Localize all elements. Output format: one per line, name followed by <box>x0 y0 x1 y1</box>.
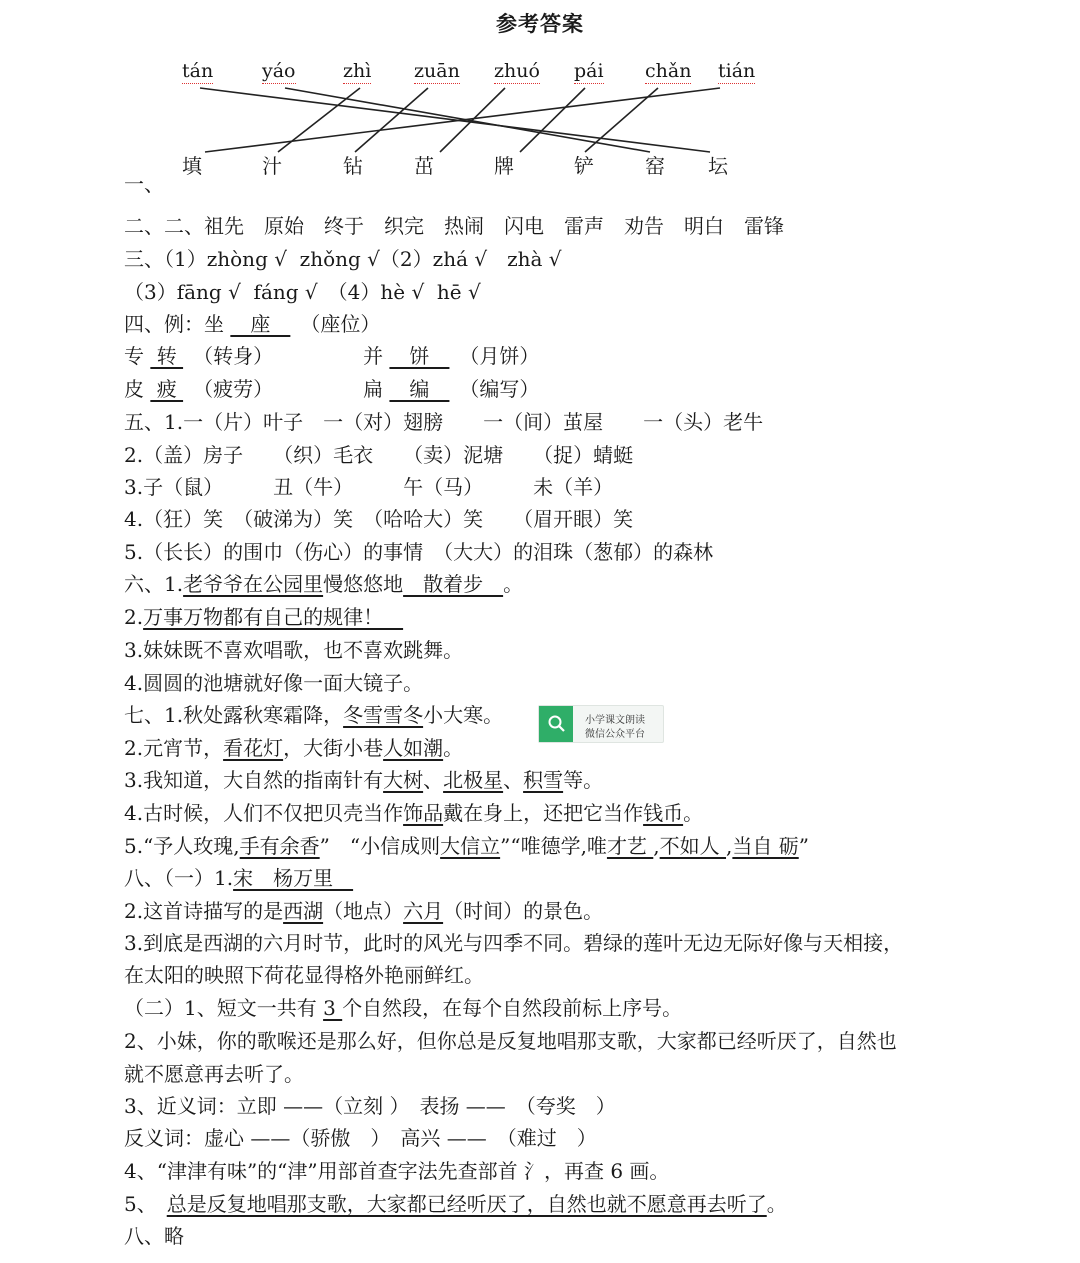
answer-text: 四、例：坐 <box>124 312 231 336</box>
answer-blank: 六月 <box>403 899 444 923</box>
answer-text: ” “小信成则 <box>319 834 441 858</box>
character-item: 填 <box>182 154 202 178</box>
answer-line <box>124 375 539 403</box>
answer-blank: 散着步 <box>403 572 504 596</box>
answer-text: 七、1.秋处露秋寒霜降， <box>124 703 344 727</box>
answer-line <box>124 342 539 370</box>
answer-text: （座位） <box>290 312 381 336</box>
answer-text: 4.圆圆的池塘就好像一面大镜子。 <box>124 671 424 695</box>
answer-text: 3.我知道，大自然的指南针有 <box>124 768 384 792</box>
search-icon <box>539 706 573 742</box>
answer-text: 在太阳的映照下荷花显得格外艳丽鲜红。 <box>124 963 484 987</box>
answer-text: （编写） <box>449 377 540 401</box>
answer-text: （时间）的景色。 <box>443 899 604 923</box>
answer-text: 。 <box>683 801 704 825</box>
answer-line <box>124 245 562 273</box>
answer-blank: 钱币 <box>643 801 684 825</box>
answer-text: 5、 <box>124 1192 167 1216</box>
answer-line <box>124 603 403 631</box>
answer-line <box>124 897 603 925</box>
answer-blank: 3 <box>323 996 343 1020</box>
answer-text: 戴在身上，还把它当作 <box>443 801 644 825</box>
answer-text: （地点） <box>323 899 404 923</box>
answer-line <box>124 505 633 533</box>
answer-blank: 老爷爷在公园里 <box>183 572 324 596</box>
pinyin-item: yáo <box>262 60 296 82</box>
answer-line <box>124 1190 787 1218</box>
answer-line <box>124 1124 597 1152</box>
answer-line <box>124 538 713 566</box>
match-line <box>520 88 585 152</box>
answer-text: 4.古时候，人们不仅把贝壳当作 <box>124 801 404 825</box>
answer-text: ”“唯德学,唯 <box>500 834 607 858</box>
answer-line <box>124 961 484 989</box>
answer-blank: 手有余香 <box>239 834 320 858</box>
answer-blank: 宋 杨万里 <box>233 866 354 890</box>
pinyin-item: tán <box>182 60 214 82</box>
answer-text: 三、（1）zhòng √ zhǒng √（2）zhá √ zhà √ <box>124 247 562 271</box>
section-label: 一、 <box>124 172 164 196</box>
character-item: 铲 <box>574 154 594 178</box>
answer-line <box>124 473 613 501</box>
character-item: 窑 <box>645 154 665 178</box>
answer-text: 2.这首诗描写的是 <box>124 899 284 923</box>
answer-text: 八、略 <box>124 1224 184 1248</box>
answer-text: （转身） 并 <box>183 344 390 368</box>
answer-line <box>124 994 682 1022</box>
answer-line <box>124 701 503 729</box>
answer-line <box>124 799 703 827</box>
answer-text: 小大寒。 <box>423 703 504 727</box>
answer-line <box>124 832 809 860</box>
answer-text: 。 <box>766 1192 787 1216</box>
answer-line <box>124 929 903 957</box>
pinyin-item: zhuó <box>494 60 540 82</box>
answer-blank: 不如人 <box>659 834 727 858</box>
answer-text: , <box>653 834 660 858</box>
pinyin-item: chǎn <box>645 60 692 82</box>
pinyin-item: zuān <box>414 60 460 82</box>
answer-text: （疲劳） 扁 <box>183 377 390 401</box>
answer-text: （3）fāng √ fáng √ （4）hè √ hē √ <box>124 280 481 304</box>
answer-blank: 编 <box>389 377 450 401</box>
watermark-line2: 微信公众平台 <box>585 729 645 740</box>
answer-text: 5.（长长）的围巾（伤心）的事情 （大大）的泪珠（葱郁）的森林 <box>124 540 714 564</box>
answer-text: 个自然段，在每个自然段前标上序号。 <box>342 996 683 1020</box>
answer-text: 2、小妹，你的歌喉还是那么好，但你总是反复地唱那支歌，大家都已经听厌了，自然也 <box>124 1029 897 1053</box>
answer-line <box>124 212 784 240</box>
answer-text: 4.（狂）笑 （破涕为）笑 （哈哈大）笑 （眉开眼）笑 <box>124 507 634 531</box>
answer-text: 2. <box>124 605 144 629</box>
character-item: 茁 <box>414 154 434 178</box>
answer-text: 、 <box>503 768 524 792</box>
answer-line <box>124 1157 669 1185</box>
answer-line <box>124 864 353 892</box>
answer-line <box>124 1222 184 1250</box>
answer-text: （月饼） <box>449 344 540 368</box>
answer-text: 反义词：虚心 ——（骄傲 ） 高兴 —— （难过 ） <box>124 1126 597 1150</box>
answer-blank: 饰品 <box>403 801 444 825</box>
answer-line <box>124 1060 304 1088</box>
answer-line <box>124 734 463 762</box>
answer-text: 二、二、祖先 原始 终于 织完 热闹 闪电 雷声 劝告 明白 雷锋 <box>124 214 784 238</box>
answer-blank: 转 <box>150 344 184 368</box>
answer-blank: 北极星 <box>443 768 504 792</box>
answer-text: ，大街小巷 <box>283 736 384 760</box>
match-line <box>355 88 428 152</box>
answer-blank: 冬雪雪冬 <box>343 703 424 727</box>
answer-blank: 总是反复地唱那支歌，大家都已经听厌了，自然也就不愿意再去听了 <box>166 1192 767 1216</box>
answer-line <box>124 408 763 436</box>
answer-blank: 大树 <box>383 768 424 792</box>
answer-blank: 疲 <box>150 377 184 401</box>
answer-text: 2.（盖）房子 （织）毛衣 （卖）泥塘 （捉）蜻蜓 <box>124 443 634 467</box>
answer-line <box>124 1092 616 1120</box>
answer-text: 5.“予人玫瑰, <box>124 834 240 858</box>
answer-text: 慢悠悠地 <box>323 572 404 596</box>
answer-blank: 大信立 <box>440 834 501 858</box>
answer-text: ” <box>798 834 809 858</box>
answer-line <box>124 636 463 664</box>
answer-line <box>124 1027 897 1055</box>
answer-blank: 座 <box>230 312 291 336</box>
watermark-badge <box>538 705 664 743</box>
answer-text: 2.元宵节， <box>124 736 224 760</box>
answer-text: 3.到底是西湖的六月时节，此时的风光与四季不同。碧绿的莲叶无边无际好像与天相接， <box>124 931 904 955</box>
answer-text: 。 <box>503 572 524 596</box>
pinyin-item: zhì <box>343 60 372 82</box>
pinyin-item: pái <box>574 60 604 82</box>
pinyin-item: tián <box>718 60 756 82</box>
answer-text: 就不愿意再去听了。 <box>124 1062 304 1086</box>
answer-blank: 西湖 <box>283 899 324 923</box>
answer-text: , <box>726 834 733 858</box>
character-item: 汁 <box>262 154 282 178</box>
answer-text: 、 <box>423 768 444 792</box>
character-item: 钻 <box>343 154 363 178</box>
page-title: 参考答案 <box>496 12 584 36</box>
answer-line <box>124 310 380 338</box>
answer-text: 六、1. <box>124 572 184 596</box>
answer-text: 皮 <box>124 377 151 401</box>
answer-blank: 饼 <box>389 344 450 368</box>
answer-blank: 当自 砺 <box>732 834 799 858</box>
answer-text: 八、（一）1. <box>124 866 234 890</box>
answer-text: 3.子（鼠） 丑（牛） 午（马） 未（羊） <box>124 475 614 499</box>
character-item: 牌 <box>494 154 514 178</box>
answer-line <box>124 278 481 306</box>
answer-line <box>124 570 523 598</box>
answer-text: 等。 <box>563 768 604 792</box>
answer-text: 3、近义词：立即 ——（立刻 ） 表扬 —— （夸奖 ） <box>124 1094 616 1118</box>
answer-text: （二）1、短文一共有 <box>124 996 324 1020</box>
answer-blank: 万事万物都有自己的规律！ <box>143 605 404 629</box>
answer-blank: 才艺 <box>606 834 654 858</box>
answer-text: 4、“津津有味”的“津”用部首查字法先查部首 氵，再查 6 画。 <box>124 1159 670 1183</box>
answer-line <box>124 669 423 697</box>
answer-text: 。 <box>443 736 464 760</box>
answer-text: 专 <box>124 344 151 368</box>
watermark-line1: 小学课文朗读 <box>585 715 645 726</box>
answer-text: 五、1.一（片）叶子 一（对）翅膀 一（间）茧屋 一（头）老牛 <box>124 410 764 434</box>
answer-line <box>124 441 633 469</box>
answer-blank: 看花灯 <box>223 736 284 760</box>
answer-text: 3.妹妹既不喜欢唱歌，也不喜欢跳舞。 <box>124 638 464 662</box>
character-item: 坛 <box>708 154 728 178</box>
match-line <box>278 88 360 152</box>
answer-blank: 人如潮 <box>383 736 444 760</box>
answer-blank: 积雪 <box>523 768 564 792</box>
answer-line <box>124 766 603 794</box>
